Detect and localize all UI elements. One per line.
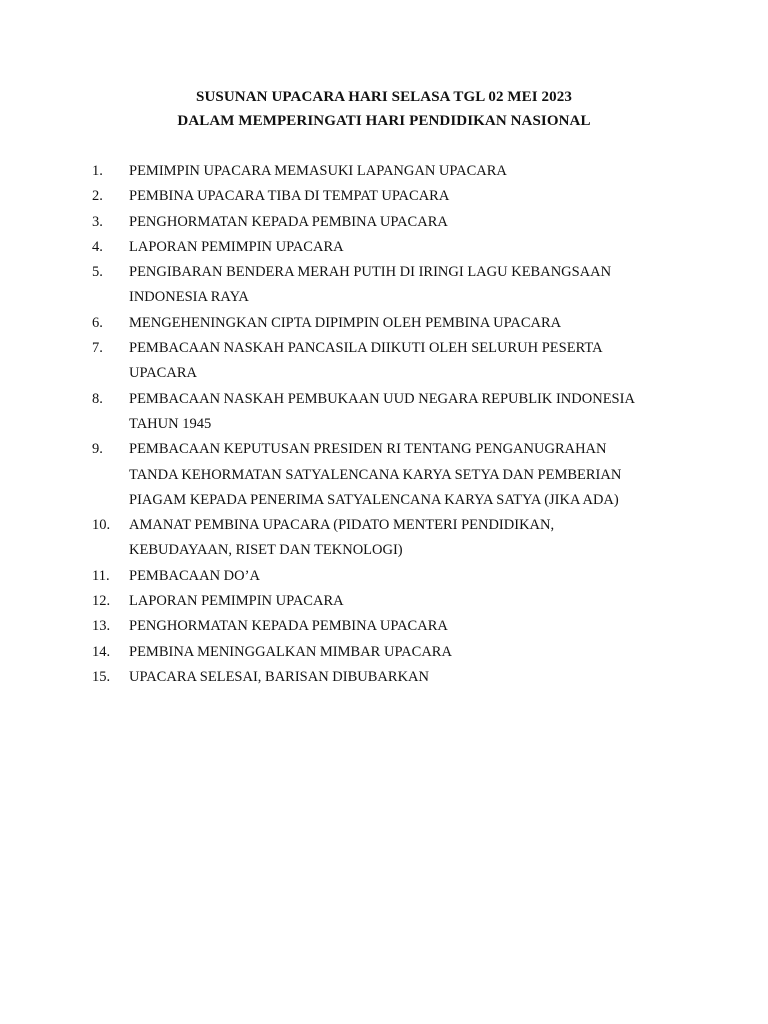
item-number: 6. [92,314,103,331]
item-text: LAPORAN PEMIMPIN UPACARA [129,238,344,255]
document-title [0,85,768,133]
item-number: 5. [92,264,103,281]
item-text: PENGHORMATAN KEPADA PEMBINA UPACARA [129,618,448,635]
item-number: 14. [92,643,111,660]
item-text: PEMBACAAN DO’A [129,567,260,584]
item-number: 15. [92,668,111,685]
agenda-list [92,159,692,690]
item-number: 10. [92,517,111,534]
agenda-item [92,513,692,564]
agenda-item [92,589,692,614]
item-text: PEMIMPIN UPACARA MEMASUKI LAPANGAN UPACARA [129,163,507,179]
agenda-item [92,640,692,665]
item-text: PENGHORMATAN KEPADA PEMBINA UPACARA [129,213,448,230]
item-text: PEMBINA UPACARA TIBA DI TEMPAT UPACARA [129,188,450,205]
agenda-item [92,235,692,260]
agenda-item [92,437,692,513]
item-number: 9. [92,441,103,458]
item-number: 7. [92,340,103,357]
agenda-item [92,184,692,209]
item-text: LAPORAN PEMIMPIN UPACARA [129,593,344,610]
item-text: UPACARA SELESAI, BARISAN DIBUBARKAN [129,668,429,685]
agenda-item [92,210,692,235]
agenda-item [92,336,692,387]
item-text: PEMBACAAN NASKAH PANCASILA DIIKUTI OLEH SELURUH PESERTA UPACARA [129,340,603,382]
item-text: PENGIBARAN BENDERA MERAH PUTIH DI IRINGI LAGU KEBANGSAAN INDONESIA RAYA [129,264,612,306]
agenda-item [92,614,692,639]
agenda-item [92,665,692,690]
item-number: 8. [92,390,103,407]
title-line-2: DALAM MEMPERINGATI HARI PENDIDIKAN NASIONAL [177,113,591,129]
item-number: 2. [92,188,103,205]
item-number: 1. [92,163,103,179]
item-text: PEMBINA MENINGGALKAN MIMBAR UPACARA [129,643,452,660]
item-number: 11. [92,567,110,584]
agenda-item [92,159,692,184]
agenda-item [92,387,692,438]
item-number: 3. [92,213,103,230]
agenda-item [92,564,692,589]
item-number: 13. [92,618,111,635]
item-text: PEMBACAAN NASKAH PEMBUKAAN UUD NEGARA REPUBLIK INDONESIA TAHUN 1945 [129,390,635,432]
title-line-1: SUSUNAN UPACARA HARI SELASA TGL 02 MEI 2023 [196,89,572,105]
item-text: PEMBACAAN KEPUTUSAN PRESIDEN RI TENTANG PENGANUGRAHAN TANDA KEHORMATAN SATYALENCANA KARYA SETYA DAN PEMBERIAN PIAGAM KEPADA PENERIMA SATYALENCANA KARYA SATYA (JIKA ADA) [129,441,622,508]
agenda-item [92,260,692,311]
item-text: MENGEHENINGKAN CIPTA DIPIMPIN OLEH PEMBINA UPACARA [129,314,562,331]
item-number: 4. [92,238,103,255]
item-number: 12. [92,593,111,610]
agenda-item [92,311,692,336]
item-text: AMANAT PEMBINA UPACARA (PIDATO MENTERI PENDIDIKAN, KEBUDAYAAN, RISET DAN TEKNOLOGI) [129,517,555,559]
